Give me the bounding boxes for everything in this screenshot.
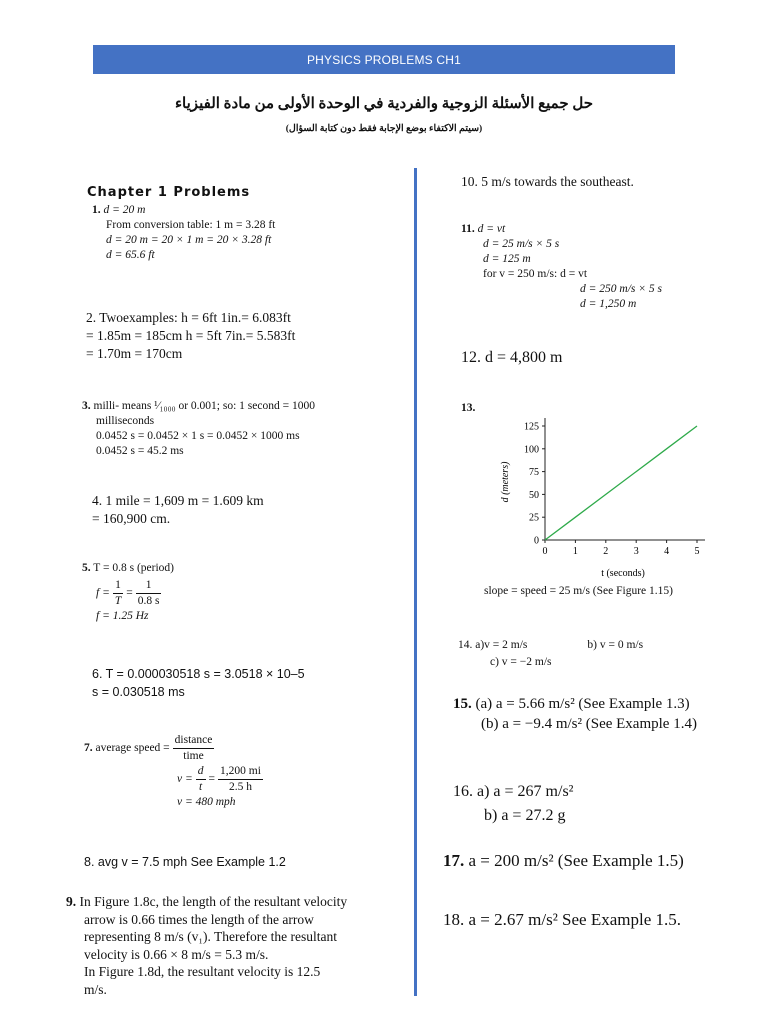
v-lhs: v = [177,772,193,785]
problem-9-line-3: representing 8 m/s (v₁). Therefore the resultant [84,929,337,945]
x-tick-label: 3 [633,546,639,557]
f-den2: 0.8 s [137,594,160,607]
problem-10-line-1: 10. 5 m/s towards the southeast. [461,174,634,189]
arabic-subtitle: (سيتم الاكتفاء بوضع الإجابة فقط دون كتابة السؤال) [285,124,483,134]
frac-time: time [183,749,204,762]
y-tick-label: 25 [529,512,539,524]
x-tick-label: 2 [603,546,609,557]
problem-14-part-c: c) v = −2 m/s [490,655,552,668]
problem-2-line-1: 2. Twoexamples: h = 6ft 1in.= 6.083ft [86,310,291,325]
f-num1: 1 [113,578,123,594]
problem-7-line-3: v = 480 mph [177,795,236,808]
problem-5-number: 5. [82,562,91,574]
problem-1-line-2: From conversion table: 1 m = 3.28 ft [106,218,276,231]
problem-5-frequency-eq [82,578,174,609]
frac-distance: distance [173,733,215,749]
problem-1-number: 1. [92,204,101,216]
problem-14-part-b: b) v = 0 m/s [587,639,644,651]
x-tick-label: 4 [664,546,670,557]
problem-8 [84,854,286,870]
problem-16-line-2: b) a = 27.2 g [484,807,566,824]
chapter-heading: Chapter 1 Problems [87,185,251,200]
problem-10 [461,173,634,191]
x-tick-label: 1 [572,546,578,557]
problem-6 [92,665,305,701]
problem-12 [461,348,562,369]
distance-time-graph [490,390,720,580]
v-eq: = [208,772,215,785]
problem-4 [92,492,264,528]
problem-17-number: 17. [443,851,465,870]
problem-17 [443,850,684,872]
problem-16 [453,780,573,828]
problem-14-part-a: 14. a)v = 2 m/s [458,639,528,651]
problem-15-line-1: (a) a = 5.66 m/s² (See Example 1.3) [475,696,690,712]
fraction-1-over-0.8s [136,578,162,609]
y-axis-label: d (meters) [500,461,511,503]
problem-6-line-2: s = 0.030518 ms [92,685,185,700]
column-divider [414,168,417,996]
y-tick-label: 75 [529,467,539,479]
problem-1-line-3: d = 20 m = 20 × 1 m = 20 × 3.28 ft [106,233,272,246]
problem-7-velocity-eq [84,764,266,795]
problem-14 [458,637,643,670]
f-den1: T [114,594,122,607]
problem-6-line-1: 6. T = 0.000030518 s = 3.0518 × 10–5 [92,667,305,681]
problem-18-line-1: 18. a = 2.67 m/s² See Example 1.5. [443,910,682,929]
graph-series [545,426,697,540]
f-lhs: f = [96,586,110,599]
problem-18 [443,909,681,931]
title-banner: PHYSICS PROBLEMS CH1 [93,45,675,74]
problem-7 [84,733,266,810]
x-tick-label: 5 [694,546,700,557]
problem-3 [82,399,315,459]
fraction-1-over-T [113,578,123,609]
problem-3-line-3: 0.0452 s = 0.0452 × 1 s = 0.0452 × 1000 ms [96,429,300,442]
problem-9 [66,893,347,998]
problem-2 [86,309,295,364]
problem-15 [453,695,697,734]
problem-7-number: 7. [84,741,93,754]
x-tick-label: 0 [542,546,548,557]
problem-3-number: 3. [82,400,91,412]
problem-5-line-3: f = 1.25 Hz [96,609,149,622]
x-axis-label: t (seconds) [601,568,645,579]
problem-9-line-2: arrow is 0.66 times the length of the arrow [84,911,314,927]
problem-5 [82,561,174,624]
f-eq: = [126,586,133,599]
problem-9-line-1: In Figure 1.8c, the length of the resultant velocity [79,894,348,909]
v-den2: 2.5 h [228,780,252,793]
problem-11-line-6: d = 1,250 m [580,297,637,310]
fraction-distance-over-time [173,733,215,764]
problem-11 [461,222,662,312]
v-den1: t [199,780,203,793]
problem-11-line-2: d = 25 m/s × 5 s [483,237,560,250]
problem-3-line-4: 0.0452 s = 45.2 ms [96,444,184,457]
problem-11-line-1: d = vt [477,223,506,235]
y-tick-label: 125 [524,421,539,433]
problem-3-line-1: milli- means ¹⁄₁₀₀₀ or 0.001; so: 1 second = 1000 [93,400,315,412]
problem-1-line-4: d = 65.6 ft [106,248,155,261]
y-tick-label: 50 [529,489,539,501]
fraction-d-over-t [196,764,206,795]
avg-speed-lhs: average speed = [95,741,170,754]
problem-2-line-2: = 1.85m = 185cm h = 5ft 7in.= 5.583ft [86,328,296,344]
problem-17-line-1: a = 200 m/s² (See Example 1.5) [468,851,684,870]
problem-1 [92,203,275,263]
problem-11-line-4: for v = 250 m/s: d = vt [483,267,588,280]
problem-11-line-5: d = 250 m/s × 5 s [580,282,662,295]
problem-5-line-1: T = 0.8 s (period) [93,562,174,574]
problem-15-number: 15. [453,696,472,712]
problem-16-line-1: 16. a) a = 267 m/s² [453,783,574,800]
y-tick-label: 100 [524,444,539,456]
problem-13-number: 13. [461,402,476,414]
problem-9-line-6: m/s. [84,981,107,997]
problem-3-line-2: milliseconds [96,414,155,427]
v-num1: d [196,764,206,780]
problem-8-line-1: 8. avg v = 7.5 mph See Example 1.2 [84,855,286,869]
y-tick-label: 0 [534,535,539,547]
series-line [545,426,697,540]
fraction-1200mi-over-2.5h [218,764,263,795]
problem-2-line-3: = 1.70m = 170cm [86,346,183,362]
problem-7-avg-speed-eq [84,733,266,764]
problem-9-number: 9. [66,894,77,909]
v-num2: 1,200 mi [218,764,263,780]
arabic-title: حل جميع الأسئلة الزوجية والفردية في الوحدة الأولى من مادة الفيزياء [175,96,593,112]
problem-15-line-2: (b) a = −9.4 m/s² (See Example 1.4) [481,715,697,732]
problem-11-number: 11. [461,223,475,235]
f-num2: 1 [136,578,162,594]
problem-9-line-5: In Figure 1.8d, the resultant velocity is 12.5 [84,964,321,980]
problem-1-line-1: d = 20 m [103,204,146,216]
problem-4-line-2: = 160,900 cm. [92,511,171,527]
problem-12-line-1: 12. d = 4,800 m [461,349,563,366]
problem-11-line-3: d = 125 m [483,252,531,265]
problem-9-line-4: velocity is 0.66 × 8 m/s = 5.3 m/s. [84,946,269,962]
problem-13-caption: slope = speed = 25 m/s (See Figure 1.15) [484,585,673,597]
problem-4-line-1: 4. 1 mile = 1,609 m = 1.609 km [92,493,264,508]
